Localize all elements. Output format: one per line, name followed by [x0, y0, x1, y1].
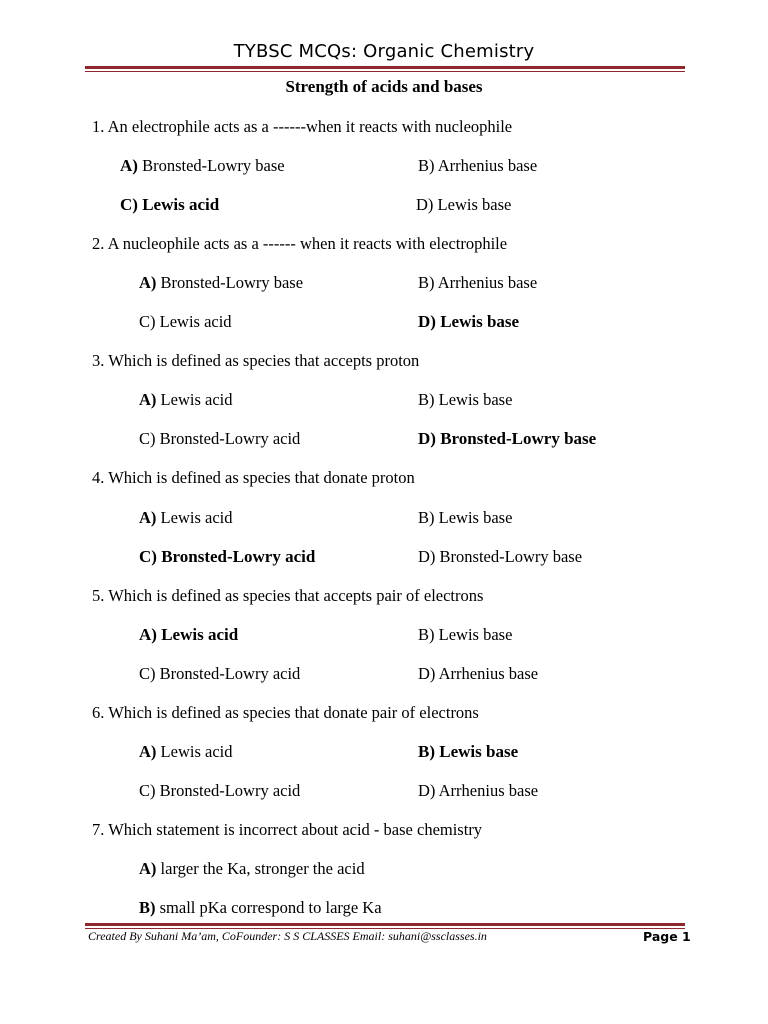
- question-7: 7. Which statement is incorrect about acid - base chemistry: [92, 820, 483, 839]
- q3-option-d-answer: D) Bronsted-Lowry base: [418, 429, 597, 448]
- question-1: 1. An electrophile acts as a ------when it reacts with nucleophile: [92, 117, 513, 136]
- q5-option-d: D) Arrhenius base: [418, 664, 539, 683]
- question-6: 6. Which is defined as species that donate pair of electrons: [92, 703, 479, 722]
- q3-option-a: A) Lewis acid: [139, 390, 233, 409]
- question-4: 4. Which is defined as species that donate proton: [92, 468, 415, 487]
- question-2: 2. A nucleophile acts as a ------ when it reacts with electrophile: [92, 234, 508, 253]
- q4-option-a: A) Lewis acid: [139, 508, 233, 527]
- question-5: 5. Which is defined as species that accepts pair of electrons: [92, 586, 484, 605]
- question-3: 3. Which is defined as species that accepts proton: [92, 351, 420, 370]
- q7-option-a: A) larger the Ka, stronger the acid: [139, 859, 365, 878]
- q7-option-b: B) small pKa correspond to large Ka: [139, 898, 382, 917]
- q6-option-c: C) Bronsted-Lowry acid: [139, 781, 301, 800]
- q1-option-d: D) Lewis base: [416, 195, 512, 214]
- q4-option-b: B) Lewis base: [418, 508, 513, 527]
- q2-option-a: A) Bronsted-Lowry base: [139, 273, 304, 292]
- q2-option-b: B) Arrhenius base: [418, 273, 538, 292]
- q1-option-b: B) Arrhenius base: [418, 156, 538, 175]
- header-rule: [85, 66, 685, 72]
- q2-option-d-answer: D) Lewis base: [418, 312, 520, 331]
- q4-option-d: D) Bronsted-Lowry base: [418, 547, 583, 566]
- page-header-title: TYBSC MCQs: Organic Chemistry: [233, 41, 535, 62]
- q5-option-c: C) Bronsted-Lowry acid: [139, 664, 301, 683]
- q5-option-a-answer: A) Lewis acid: [139, 625, 239, 644]
- q6-option-a: A) Lewis acid: [139, 742, 233, 761]
- q1-option-a: A) Bronsted-Lowry base: [120, 156, 285, 175]
- q3-option-b: B) Lewis base: [418, 390, 513, 409]
- q4-option-c-answer: C) Bronsted-Lowry acid: [139, 547, 316, 566]
- q2-option-c: C) Lewis acid: [139, 312, 232, 331]
- q3-option-c: C) Bronsted-Lowry acid: [139, 429, 301, 448]
- footer-credit: Created By Suhani Ma’am, CoFounder: S S CLASSES Email: suhani@ssclasses.in: [88, 929, 487, 943]
- page-number: Page 1: [643, 929, 691, 944]
- q6-option-d: D) Arrhenius base: [418, 781, 539, 800]
- section-title: Strength of acids and bases: [285, 77, 483, 96]
- q6-option-b-answer: B) Lewis base: [418, 742, 519, 761]
- q5-option-b: B) Lewis base: [418, 625, 513, 644]
- q1-option-c-answer: C) Lewis acid: [120, 195, 220, 214]
